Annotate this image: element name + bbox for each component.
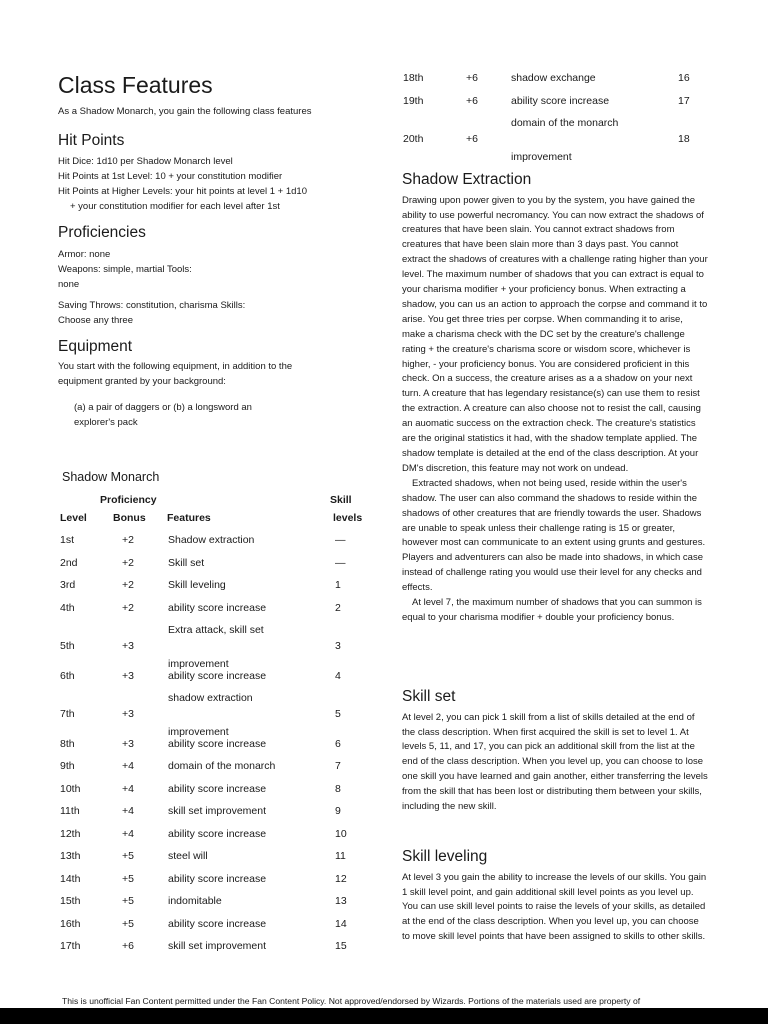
skill-leveling-title: Skill leveling xyxy=(402,848,488,865)
row-skill: 11 xyxy=(335,850,346,862)
row-level: 14th xyxy=(60,872,81,885)
row-bonus: +2 xyxy=(122,579,134,591)
header-level: Level xyxy=(60,512,87,524)
row-feature-cont: improvement xyxy=(511,151,572,163)
row-feature: Skill leveling xyxy=(168,579,226,591)
row-level: 12th xyxy=(60,827,81,840)
row-skill: 8 xyxy=(335,782,341,795)
row-bonus: +2 xyxy=(122,534,134,546)
header-skill: Skill xyxy=(330,494,352,506)
row-bonus: +5 xyxy=(122,917,134,930)
row-level: 16th xyxy=(60,917,81,930)
row-skill: 7 xyxy=(335,760,341,772)
header-levels: levels xyxy=(333,512,363,524)
row-bonus: +2 xyxy=(122,601,134,614)
row-feature: Extra attack, skill set xyxy=(168,624,264,636)
row-feature: ability score increase xyxy=(168,669,267,682)
row-skill: 1 xyxy=(335,579,341,591)
row-bonus: +3 xyxy=(122,669,134,682)
row-feature: ability score increase xyxy=(168,601,267,614)
row-skill: — xyxy=(335,534,346,546)
row-bonus: +5 xyxy=(122,850,134,862)
row-feature: ability score increase xyxy=(168,782,267,795)
row-skill: 17 xyxy=(678,94,690,107)
row-skill: 2 xyxy=(335,601,341,614)
row-level: 8th xyxy=(60,737,75,750)
row-feature-cont: improvement xyxy=(168,726,229,738)
row-level: 2nd xyxy=(60,556,78,569)
row-feature: indomitable xyxy=(168,895,222,907)
shadow-extraction-p3: At level 7, the maximum number of shadows that you can summon is equal to your charisma modifier + double your proficiency bonus. xyxy=(402,597,702,623)
table-title: Shadow Monarch xyxy=(62,470,160,484)
skills-line: Choose any three xyxy=(58,314,133,326)
row-level: 15th xyxy=(60,895,81,907)
row-level: 19th xyxy=(403,94,424,107)
row-feature: Skill set xyxy=(168,556,205,569)
row-level: 18th xyxy=(403,72,424,84)
row-feature: ability score increase xyxy=(168,872,267,885)
row-bonus: +6 xyxy=(122,940,134,952)
equipment-item-line2: explorer's pack xyxy=(74,417,138,429)
row-skill: 14 xyxy=(335,917,347,930)
row-skill: 10 xyxy=(335,827,347,840)
row-skill: 9 xyxy=(335,805,341,817)
row-skill: 3 xyxy=(335,640,341,652)
row-level: 6th xyxy=(60,669,75,682)
row-level: 9th xyxy=(60,760,75,772)
shadow-extraction-section xyxy=(402,171,708,626)
row-feature: shadow extraction xyxy=(168,692,253,704)
row-bonus: +6 xyxy=(466,94,478,107)
row-skill: — xyxy=(335,556,346,569)
row-bonus: +4 xyxy=(122,760,134,772)
left-column xyxy=(58,72,373,430)
header-bonus: Bonus xyxy=(113,512,146,524)
proficiencies-title: Proficiencies xyxy=(58,224,146,242)
row-level: 7th xyxy=(60,708,75,720)
hp-higher-levels-cont: + your constitution modifier for each level after 1st xyxy=(70,201,280,213)
row-bonus: +3 xyxy=(122,737,134,750)
row-level: 10th xyxy=(60,782,81,795)
hit-dice-line: Hit Dice: 1d10 per Shadow Monarch level xyxy=(58,156,233,168)
shadow-extraction-p1: Drawing upon power given to you by the system, you have gained the ability to use powerful necromancy. You can now extract the shadows of creatures that have been slain. You cannot extract shadows from creatures that have been slain more than 3 days past. You cannot extract the shadows of creatures with a challenge rating higher than your level. The maximum number of shadows that you can extract is equal to your charisma modifier + your proficiency bonus. When extracting a shadow, you can us an action to approach the corpse and command it to arise. You get three tries per corpse. When commanding it to arise, make a charisma check with the DC set by the creature's challenge rating + the creature's charisma score or wisdom score, whichever is higher, - your proficiency bonus. You are considered proficient in this check. On a success, the creature arises as a a shadow on your next turn. A creature that has legendary resistance(s) can use them to resist the extraction. A creature can also choose not to resist the call, causing an auomatic success on the extraction check. The creature's statistics are the original statistics it had, with the shadow template applied. The shadow template is detailed at the end of the class description. At your DM's discretion, this feature may not work on undead. xyxy=(402,194,708,474)
row-feature: skill set improvement xyxy=(168,940,267,952)
row-level: 20th xyxy=(403,133,424,145)
row-skill: 5 xyxy=(335,708,341,720)
row-level: 17th xyxy=(60,940,81,952)
weapons-line: Weapons: simple, martial Tools: xyxy=(58,263,192,275)
row-skill: 13 xyxy=(335,895,347,907)
row-bonus: +3 xyxy=(122,640,134,652)
skill-set-title: Skill set xyxy=(402,688,456,705)
row-bonus: +4 xyxy=(122,805,134,817)
footer-legal-text: This is unofficial Fan Content permitted under the Fan Content Policy. Not approved/endorsed by Wizards. Portions of the materials used are property of xyxy=(62,996,641,1006)
equipment-item-line1: (a) a pair of daggers or (b) a longsword an xyxy=(74,402,252,414)
row-skill: 18 xyxy=(678,133,690,145)
row-feature: ability score increase xyxy=(168,737,267,750)
header-proficiency: Proficiency xyxy=(100,494,157,506)
equipment-intro: You start with the following equipment, in addition to the equipment granted by your background: xyxy=(58,361,293,388)
row-feature: domain of the monarch xyxy=(168,760,276,772)
row-feature: domain of the monarch xyxy=(511,117,619,129)
skill-leveling-p1: At level 3 you gain the ability to increase the levels of our skills. You gain 1 skill level point, and gain additional skill level points as you level up. You can use skill level points to raise the levels of your skills, as detailed at the end of the class description. When you level up, you can choose to move skill level points that have been assigned to skills to other skills. xyxy=(402,871,707,943)
row-skill: 15 xyxy=(335,940,347,952)
hp-higher-levels-line: Hit Points at Higher Levels: your hit points at level 1 + 1d10 xyxy=(58,186,307,198)
row-feature: ability score increase xyxy=(168,917,267,930)
row-feature: skill set improvement xyxy=(168,805,267,817)
row-bonus: +5 xyxy=(122,872,134,885)
row-skill: 12 xyxy=(335,872,347,885)
row-level: 1st xyxy=(60,534,75,546)
row-level: 3rd xyxy=(60,579,76,591)
shadow-extraction-title: Shadow Extraction xyxy=(402,171,532,188)
row-bonus: +2 xyxy=(122,556,134,569)
saving-throws-line: Saving Throws: constitution, charisma Skills: xyxy=(58,299,246,311)
class-features-intro: As a Shadow Monarch, you gain the following class features xyxy=(58,106,312,118)
row-feature-cont: improvement xyxy=(168,658,229,670)
footer-bar xyxy=(0,1008,768,1024)
armor-line: Armor: none xyxy=(58,248,111,260)
hit-points-title: Hit Points xyxy=(58,131,125,149)
skill-leveling-section xyxy=(402,848,708,945)
tools-line: none xyxy=(58,278,80,290)
row-bonus: +6 xyxy=(466,72,478,84)
skill-set-section xyxy=(402,688,708,815)
row-skill: 16 xyxy=(678,72,690,84)
shadow-extraction-p2: Extracted shadows, when not being used, reside within the user's shadow. The user can also command the shadows to reside within the shadows of other creatures that are friendly towards the user. Shadows are unable to speak unless their challenge rating is 15 or greater, however most can communicate to an extent using grunts and gestures. Players and adventurers can also be made into shadows, in which case instead of challenge rating you would use their level for any checks and effects. xyxy=(402,477,706,594)
row-skill: 4 xyxy=(335,669,341,682)
row-bonus: +5 xyxy=(122,895,134,907)
row-feature: ability score increase xyxy=(511,94,610,107)
row-bonus: +4 xyxy=(122,827,134,840)
equipment-title: Equipment xyxy=(58,337,133,355)
row-bonus: +3 xyxy=(122,708,134,720)
header-features: Features xyxy=(167,512,211,524)
row-bonus: +4 xyxy=(122,782,134,795)
row-feature: Shadow extraction xyxy=(168,534,255,546)
hp-first-level-line: Hit Points at 1st Level: 10 + your constitution modifier xyxy=(58,171,283,183)
row-skill: 6 xyxy=(335,737,341,750)
row-level: 5th xyxy=(60,640,75,652)
row-level: 11th xyxy=(60,805,80,817)
row-feature: steel will xyxy=(168,850,208,862)
row-level: 4th xyxy=(60,601,75,614)
row-level: 13th xyxy=(60,850,81,862)
class-features-title: Class Features xyxy=(58,72,213,98)
row-bonus: +6 xyxy=(466,133,478,145)
skill-set-p1: At level 2, you can pick 1 skill from a list of skills detailed at the end of the class description. When first acquired the skill is set to level 1. At levels 5, 11, and 17, you can pick an additional skill from the list at the end of the class description. When you level up, you can choose to lose one skill you have learned and gain another, either transferring the levels from the skill that has been lost or distributing them between your skills, including the new skill. xyxy=(402,711,708,813)
row-feature: shadow exchange xyxy=(511,72,596,84)
row-feature: ability score increase xyxy=(168,827,267,840)
